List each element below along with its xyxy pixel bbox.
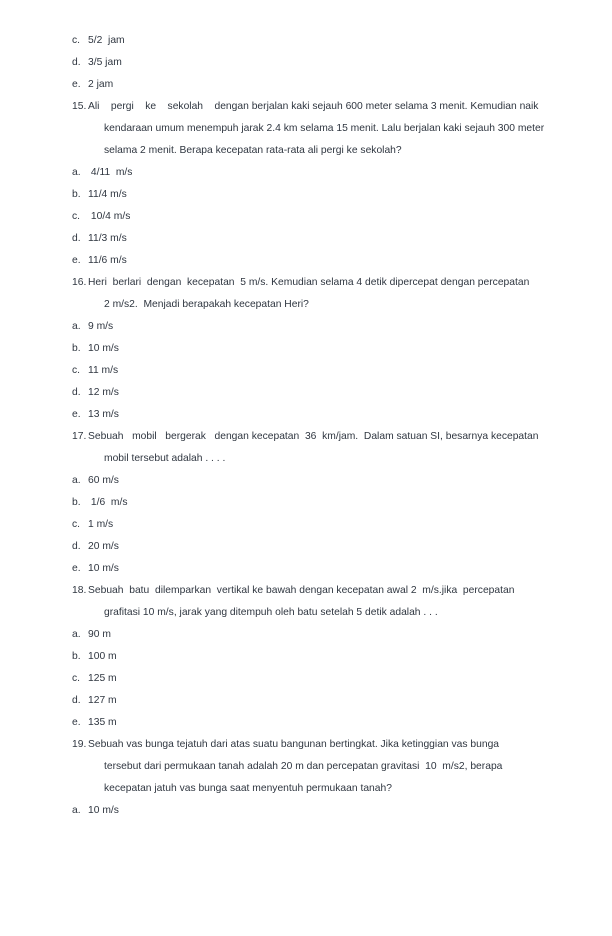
- option-letter: e.: [72, 79, 81, 90]
- option-letter: a.: [72, 167, 81, 178]
- option-text: 5/2 jam: [88, 35, 125, 46]
- answer-option[interactable]: [72, 184, 567, 206]
- question-number: 17.: [72, 431, 87, 442]
- option-text: 60 m/s: [88, 475, 119, 486]
- answer-option[interactable]: [72, 338, 567, 360]
- option-text: 135 m: [88, 717, 117, 728]
- option-text: 11/4 m/s: [88, 189, 127, 200]
- answer-option[interactable]: [72, 624, 567, 646]
- option-letter: c.: [72, 519, 81, 530]
- question-text-line: kecepatan jatuh vas bunga saat menyentuh permukaan tanah?: [104, 783, 392, 794]
- option-letter: c.: [72, 673, 81, 684]
- question-text-line: Sebuah batu dilemparkan vertikal ke bawah dengan kecepatan awal 2 m/s.jika percepatan: [88, 585, 515, 596]
- question-text-line: kendaraan umum menempuh jarak 2.4 km selama 15 menit. Lalu berjalan kaki sejauh 300 meter: [104, 123, 545, 134]
- answer-option[interactable]: [72, 206, 567, 228]
- question-block: [72, 96, 567, 162]
- option-text: 1 m/s: [88, 519, 114, 530]
- option-letter: c.: [72, 35, 81, 46]
- answer-option[interactable]: [72, 690, 567, 712]
- question-text-line: selama 2 menit. Berapa kecepatan rata-rata ali pergi ke sekolah?: [104, 145, 402, 156]
- option-text: 20 m/s: [88, 541, 119, 552]
- option-letter: e.: [72, 409, 81, 420]
- option-text: 9 m/s: [88, 321, 114, 332]
- question-number: 18.: [72, 585, 87, 596]
- option-letter: a.: [72, 629, 81, 640]
- answer-option[interactable]: [72, 470, 567, 492]
- option-letter: e.: [72, 255, 81, 266]
- option-letter: d.: [72, 387, 81, 398]
- option-letter: d.: [72, 57, 81, 68]
- option-text: 10 m/s: [88, 343, 119, 354]
- option-letter: c.: [72, 365, 81, 376]
- option-letter: d.: [72, 541, 81, 552]
- option-text: 12 m/s: [88, 387, 119, 398]
- question-text-line: 2 m/s2. Menjadi berapakah kecepatan Heri?: [104, 299, 309, 310]
- question-text-line: Ali pergi ke sekolah dengan berjalan kaki sejauh 600 meter selama 3 menit. Kemudian naik: [88, 101, 539, 112]
- option-text: 2 jam: [88, 79, 114, 90]
- question-number: 15.: [72, 101, 87, 112]
- question-block: [72, 272, 567, 316]
- question-block: [72, 734, 567, 800]
- option-letter: a.: [72, 805, 81, 816]
- answer-option[interactable]: [72, 668, 567, 690]
- answer-option[interactable]: [72, 30, 567, 52]
- option-text: 125 m: [88, 673, 117, 684]
- answer-option[interactable]: [72, 250, 567, 272]
- option-letter: b.: [72, 497, 81, 508]
- answer-option[interactable]: [72, 162, 567, 184]
- option-text: 11/6 m/s: [88, 255, 127, 266]
- option-letter: e.: [72, 717, 81, 728]
- option-letter: c.: [72, 211, 81, 222]
- option-text: 13 m/s: [88, 409, 119, 420]
- option-letter: b.: [72, 343, 81, 354]
- answer-option[interactable]: [72, 646, 567, 668]
- answer-option[interactable]: [72, 514, 567, 536]
- exam-content: [72, 30, 567, 822]
- option-letter: d.: [72, 233, 81, 244]
- answer-option[interactable]: [72, 404, 567, 426]
- question-text-line: Sebuah vas bunga tejatuh dari atas suatu bangunan bertingkat. Jika ketinggian vas bunga: [88, 739, 500, 750]
- option-letter: e.: [72, 563, 81, 574]
- answer-option[interactable]: [72, 536, 567, 558]
- option-text: 4/11 m/s: [88, 167, 133, 178]
- question-block: [72, 426, 567, 470]
- question-block: [72, 580, 567, 624]
- option-text: 10 m/s: [88, 563, 119, 574]
- option-letter: d.: [72, 695, 81, 706]
- option-letter: a.: [72, 321, 81, 332]
- option-letter: b.: [72, 189, 81, 200]
- option-text: 90 m: [88, 629, 111, 640]
- answer-option[interactable]: [72, 316, 567, 338]
- question-text-line: mobil tersebut adalah . . . .: [104, 453, 226, 464]
- option-letter: b.: [72, 651, 81, 662]
- option-text: 11/3 m/s: [88, 233, 127, 244]
- answer-option[interactable]: [72, 800, 567, 822]
- option-text: 127 m: [88, 695, 117, 706]
- question-text-line: Heri berlari dengan kecepatan 5 m/s. Kemudian selama 4 detik dipercepat dengan percepatan: [88, 277, 530, 288]
- answer-option[interactable]: [72, 558, 567, 580]
- answer-option[interactable]: [72, 52, 567, 74]
- answer-option[interactable]: [72, 74, 567, 96]
- option-text: 11 m/s: [88, 365, 119, 376]
- option-text: 100 m: [88, 651, 117, 662]
- question-text-line: Sebuah mobil bergerak dengan kecepatan 36 km/jam. Dalam satuan SI, besarnya kecepatan: [88, 431, 539, 442]
- question-text-line: tersebut dari permukaan tanah adalah 20 m dan percepatan gravitasi 10 m/s2, berapa: [104, 761, 503, 772]
- answer-option[interactable]: [72, 360, 567, 382]
- option-text: 10/4 m/s: [88, 211, 131, 222]
- answer-option[interactable]: [72, 382, 567, 404]
- option-text: 3/5 jam: [88, 57, 122, 68]
- question-number: 19.: [72, 739, 87, 750]
- option-text: 1/6 m/s: [88, 497, 128, 508]
- question-text-line: grafitasi 10 m/s, jarak yang ditempuh oleh batu setelah 5 detik adalah . . .: [104, 607, 438, 618]
- answer-option[interactable]: [72, 492, 567, 514]
- answer-option[interactable]: [72, 712, 567, 734]
- question-number: 16.: [72, 277, 87, 288]
- option-letter: a.: [72, 475, 81, 486]
- answer-option[interactable]: [72, 228, 567, 250]
- option-text: 10 m/s: [88, 805, 119, 816]
